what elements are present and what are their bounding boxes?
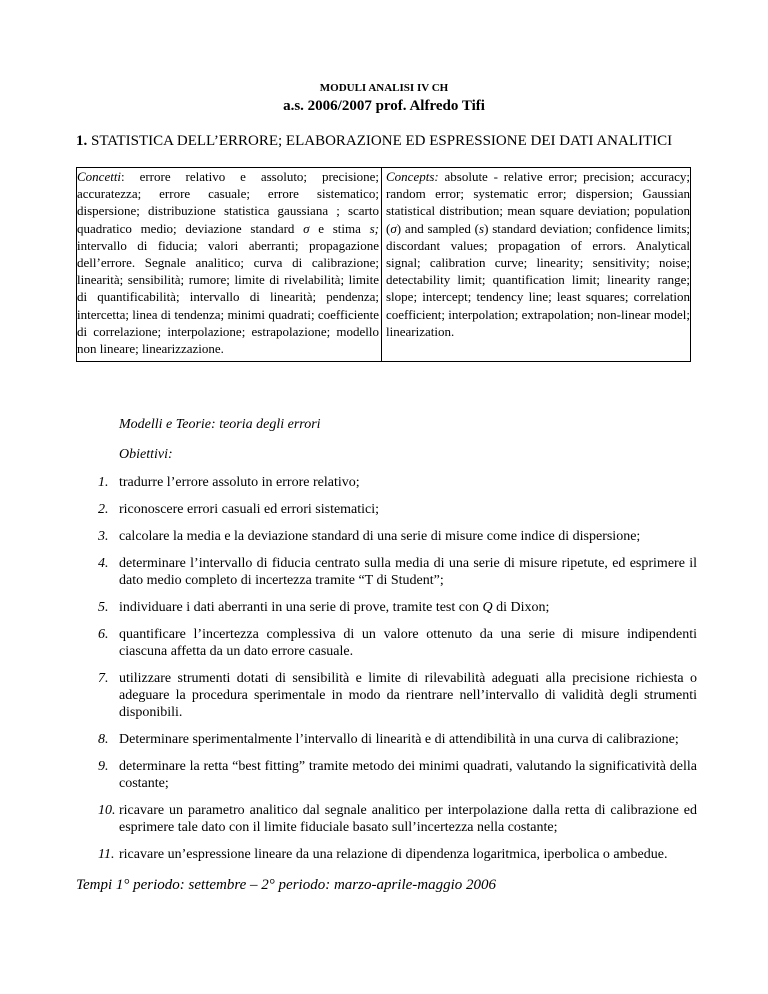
list-item: [0, 670, 697, 721]
timing-note: Tempi 1° periodo: settembre – 2° periodo: marzo-aprile-maggio 2006: [76, 877, 497, 893]
item-number: 1.: [98, 475, 109, 490]
course-title: MODULI ANALISI IV CH: [319, 82, 449, 94]
section-number: 1.: [76, 133, 88, 149]
list-item: [0, 731, 697, 748]
item-text: ricavare un parametro analitico dal segnale analitico per interpolazione dalla retta di calibrazione ed esprimere tale dato con il limite fiduciale basato sull’incertezza nella costante;: [119, 803, 697, 835]
section-heading: [76, 132, 696, 150]
item-number: 10.: [98, 803, 116, 818]
section-title: STATISTICA DELL’ERRORE; ELABORAZIONE ED ESPRESSIONE DEI DATI ANALITICI: [91, 133, 673, 149]
item-number: 11.: [98, 847, 115, 862]
models-theories: Modelli e Teorie: teoria degli errori: [119, 417, 321, 432]
s-symbol: s;: [369, 220, 380, 236]
item-number: 5.: [98, 600, 109, 615]
item-text: determinare la retta “best fitting” tramite metodo dei minimi quadrati, valutando la significatività della costante;: [119, 759, 697, 791]
item-text: ricavare un’espressione lineare da una relazione di dipendenza logaritmica, iperbolica o ambedue.: [119, 847, 668, 862]
list-item: [0, 802, 697, 836]
objectives-label: Obiettivi:: [119, 447, 173, 462]
table-divider: [381, 168, 382, 361]
item-number: 8.: [98, 732, 109, 747]
concepts-table: [76, 167, 691, 362]
list-item: [0, 626, 697, 660]
concepts-en-text: ) and sampled (: [396, 220, 480, 236]
list-item: [0, 555, 697, 589]
item-text: utilizzare strumenti dotati di sensibilità e limite di rilevabilità adeguati alla precisione richiesta o adeguare la procedura sperimentale in modo da rientrare nell’intervallo di validità degli strumenti disponibili.: [119, 671, 697, 720]
concepts-it-label: Concetti: [77, 169, 122, 184]
list-item: [0, 758, 697, 792]
item-number: 2.: [98, 502, 109, 517]
item-text: individuare i dati aberranti in una serie di prove, tramite test con: [119, 600, 483, 615]
item-number: 9.: [98, 759, 109, 774]
objectives-list: [0, 474, 768, 863]
item-number: 6.: [98, 627, 109, 642]
concepts-it-text: intervallo di fiducia; valori aberranti; propagazione dell’errore. Segnale analitico; curva di calibrazione; linearità; sensibilità; rumore; limite di rivelabilità; limite di quantificabilità; intervallo di linearità; pendenza; intercetta; linea di tendenza; minimi quadrati; coefficiente di correlazione; interpolazione; estrapolazione; modello non lineare; linearizzazione.: [77, 237, 379, 357]
concepts-en-text: ) standard deviation; confidence limits; discordant values; propagation of errors. Analytical signal; calibration curve; linearity; sensitivity; noise; detectability limit; quantification limit; linearity range; slope; intercept; tendency line; least squares; correlation coefficient; interpolation; extrapolation; non-linear model; linearization.: [386, 220, 690, 339]
item-number: 3.: [98, 529, 109, 544]
list-item: [0, 528, 697, 545]
concepts-en-label: Concepts:: [386, 169, 439, 184]
concepts-english: [386, 168, 690, 340]
item-text: quantificare l’incertezza complessiva di un valore ottenuto da una serie di misure indipendenti ciascuna affetta da un dato errore casuale.: [119, 627, 697, 659]
list-item: [0, 474, 697, 491]
item-number: 7.: [98, 671, 109, 686]
list-item: [0, 501, 697, 518]
item-text: riconoscere errori casuali ed errori sistematici;: [119, 502, 380, 517]
item-text: calcolare la media e la deviazione standard di una serie di misure come indice di dispersione;: [119, 529, 641, 544]
item-text: tradurre l’errore assoluto in errore relativo;: [119, 475, 360, 490]
item-text: di Dixon;: [492, 600, 550, 615]
s-symbol: s: [479, 220, 485, 236]
concepts-it-text: : errore relativo e assoluto; precisione; accuratezza; errore casuale; errore sistematico; dispersione; distribuzione statistica gaussiana ; scarto quadratico medio; deviazione standard: [77, 169, 379, 236]
concepts-en-text: absolute - relative error; precision; accuracy; random error; systematic error; dispersion; Gaussian statistical distribution; mean square deviation; population (: [386, 169, 690, 236]
list-item: [0, 846, 697, 863]
sigma-symbol: σ: [303, 220, 310, 236]
item-number: 4.: [98, 556, 109, 571]
year-teacher: a.s. 2006/2007 prof. Alfredo Tifi: [283, 98, 485, 114]
item-text: Determinare sperimentalmente l’intervallo di linearità e di attendibilità in una curva di calibrazione;: [119, 732, 679, 747]
q-symbol: Q: [482, 600, 493, 615]
item-text: determinare l’intervallo di fiducia centrato sulla media di una serie di misure ripetute, ed esprimere il dato medio completo di incertezza tramite “T di Student”;: [119, 556, 697, 588]
sigma-symbol: σ: [390, 220, 397, 236]
concepts-it-text: e stima: [309, 220, 370, 236]
concepts-italian: [77, 168, 379, 357]
list-item: [0, 599, 697, 616]
